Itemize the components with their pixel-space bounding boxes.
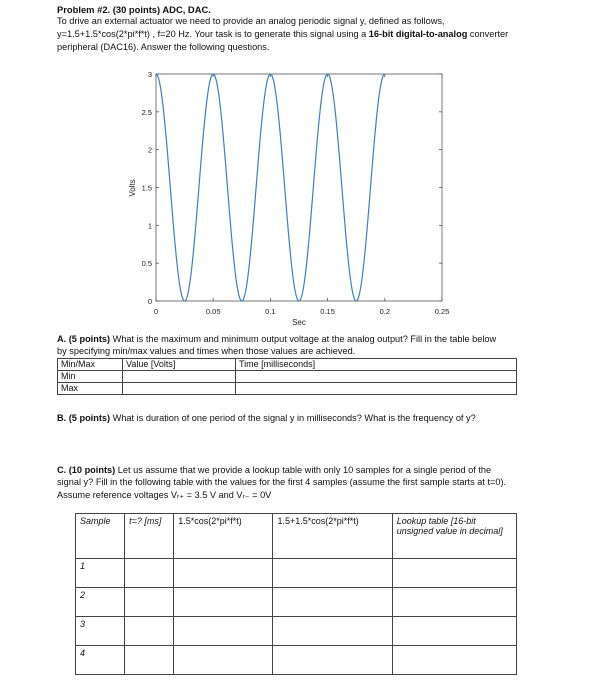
x-tick-label: 0.05 (205, 307, 221, 316)
section-a-text-1: What is the maximum and minimum output voltage at the analog output? Fill in the table below (110, 334, 497, 344)
header-value: Value [Volts] (123, 359, 236, 371)
row-min-label: Min (58, 371, 123, 383)
header-lookup: Lookup table [16-bit unsigned value in decimal] (392, 514, 516, 559)
section-c-text-1: Let us assume that we provide a lookup table with only 10 samples for a single period of the (115, 465, 492, 475)
lookup-cell[interactable] (392, 559, 516, 588)
y-tick-label: 0 (147, 297, 152, 306)
header-sample: Sample (76, 514, 125, 559)
y-tick-label: 3 (147, 70, 152, 79)
x-axis-label: Sec (292, 318, 306, 327)
intro-line-2-bold: 16-bit digital-to-analog (368, 29, 468, 39)
sample-number: 4 (76, 646, 125, 675)
y-tick-label: 1 (147, 221, 152, 231)
table-header-row (58, 359, 517, 371)
section-c-line-2: signal y? Fill in the following table with the values for the first 4 samples (assume the first sample starts at t=0). (57, 477, 507, 487)
intro-line-2-pre: y=1.5+1.5*cos(2*pi*f*t) , f=20 Hz. Your task is to generate this signal using a (57, 29, 369, 39)
signal-cell[interactable] (273, 617, 392, 646)
table-row (58, 383, 517, 395)
min-value-cell[interactable] (123, 371, 236, 383)
lookup-cell[interactable] (392, 588, 516, 617)
x-tick-label: 0.1 (265, 307, 276, 316)
section-b-text: What is duration of one period of the signal y in milliseconds? What is the frequency of y? (110, 413, 476, 423)
y-tick-label: 0.5 (141, 259, 152, 269)
section-b-label: B. (5 points) (57, 413, 111, 423)
section-c-line-3: Assume reference voltages Vᵣ₊ = 3.5 V and Vᵣ₋ = 0V (57, 490, 272, 500)
table-row (76, 646, 517, 675)
lookup-cell[interactable] (392, 617, 516, 646)
sample-number: 1 (76, 559, 125, 588)
sample-number: 3 (76, 617, 125, 646)
section-a-label: A. (5 points) (57, 334, 111, 344)
header-time: Time [milliseconds] (236, 359, 517, 371)
header-min-max: Min/Max (58, 359, 123, 371)
table-row (76, 617, 517, 646)
intro-line-2-post: converter (467, 29, 509, 39)
section-c-line-1 (57, 465, 491, 475)
t-cell[interactable] (125, 588, 174, 617)
cos-cell[interactable] (174, 646, 273, 675)
x-tick-label: 0.2 (379, 307, 391, 316)
intro-line-3: peripheral (DAC16). Answer the following questions. (57, 42, 270, 52)
header-t: t=? [ms] (125, 514, 174, 559)
signal-cell[interactable] (273, 588, 392, 617)
table-header-row (76, 514, 517, 559)
max-value-cell[interactable] (123, 383, 236, 395)
table-row (76, 559, 517, 588)
cos-cell[interactable] (174, 617, 273, 646)
cos-cell[interactable] (174, 588, 273, 617)
intro-line-1: To drive an external actuator we need to provide an analog periodic signal y, defined as follows, (57, 16, 445, 26)
min-time-cell[interactable] (236, 371, 517, 383)
table-row (58, 371, 517, 383)
t-cell[interactable] (125, 617, 174, 646)
t-cell[interactable] (125, 559, 174, 588)
y-tick-label: 1.5 (141, 183, 152, 193)
sample-number: 2 (76, 588, 125, 617)
y-tick-label: 2.5 (141, 107, 152, 117)
x-tick-label: 0.15 (320, 307, 335, 316)
problem-title: Problem #2. (30 points) ADC, DAC. (57, 4, 211, 15)
x-tick-label: 0.25 (434, 307, 450, 316)
signal-cell[interactable] (273, 646, 392, 675)
header-cos: 1.5*cos(2*pi*f*t) (174, 514, 273, 559)
section-b-line (57, 413, 476, 423)
section-c-label: C. (10 points) (57, 465, 116, 475)
y-axis-label: Volts (128, 179, 137, 197)
y-tick-label: 2 (147, 145, 152, 155)
cos-cell[interactable] (174, 559, 273, 588)
signal-cell[interactable] (273, 559, 392, 588)
max-time-cell[interactable] (236, 383, 517, 395)
lookup-cell[interactable] (392, 646, 516, 675)
x-tick-label: 0 (153, 307, 159, 316)
section-a-line-2: by specifying min/max values and times when those values are achieved. (57, 346, 356, 356)
t-cell[interactable] (125, 646, 174, 675)
section-a-line-1 (57, 334, 496, 344)
min-max-table (57, 358, 517, 395)
row-max-label: Max (58, 383, 123, 395)
table-row (76, 588, 517, 617)
lookup-table (75, 513, 517, 675)
signal-chart (0, 0, 590, 340)
header-signal: 1.5+1.5*cos(2*pi*f*t) (273, 514, 392, 559)
